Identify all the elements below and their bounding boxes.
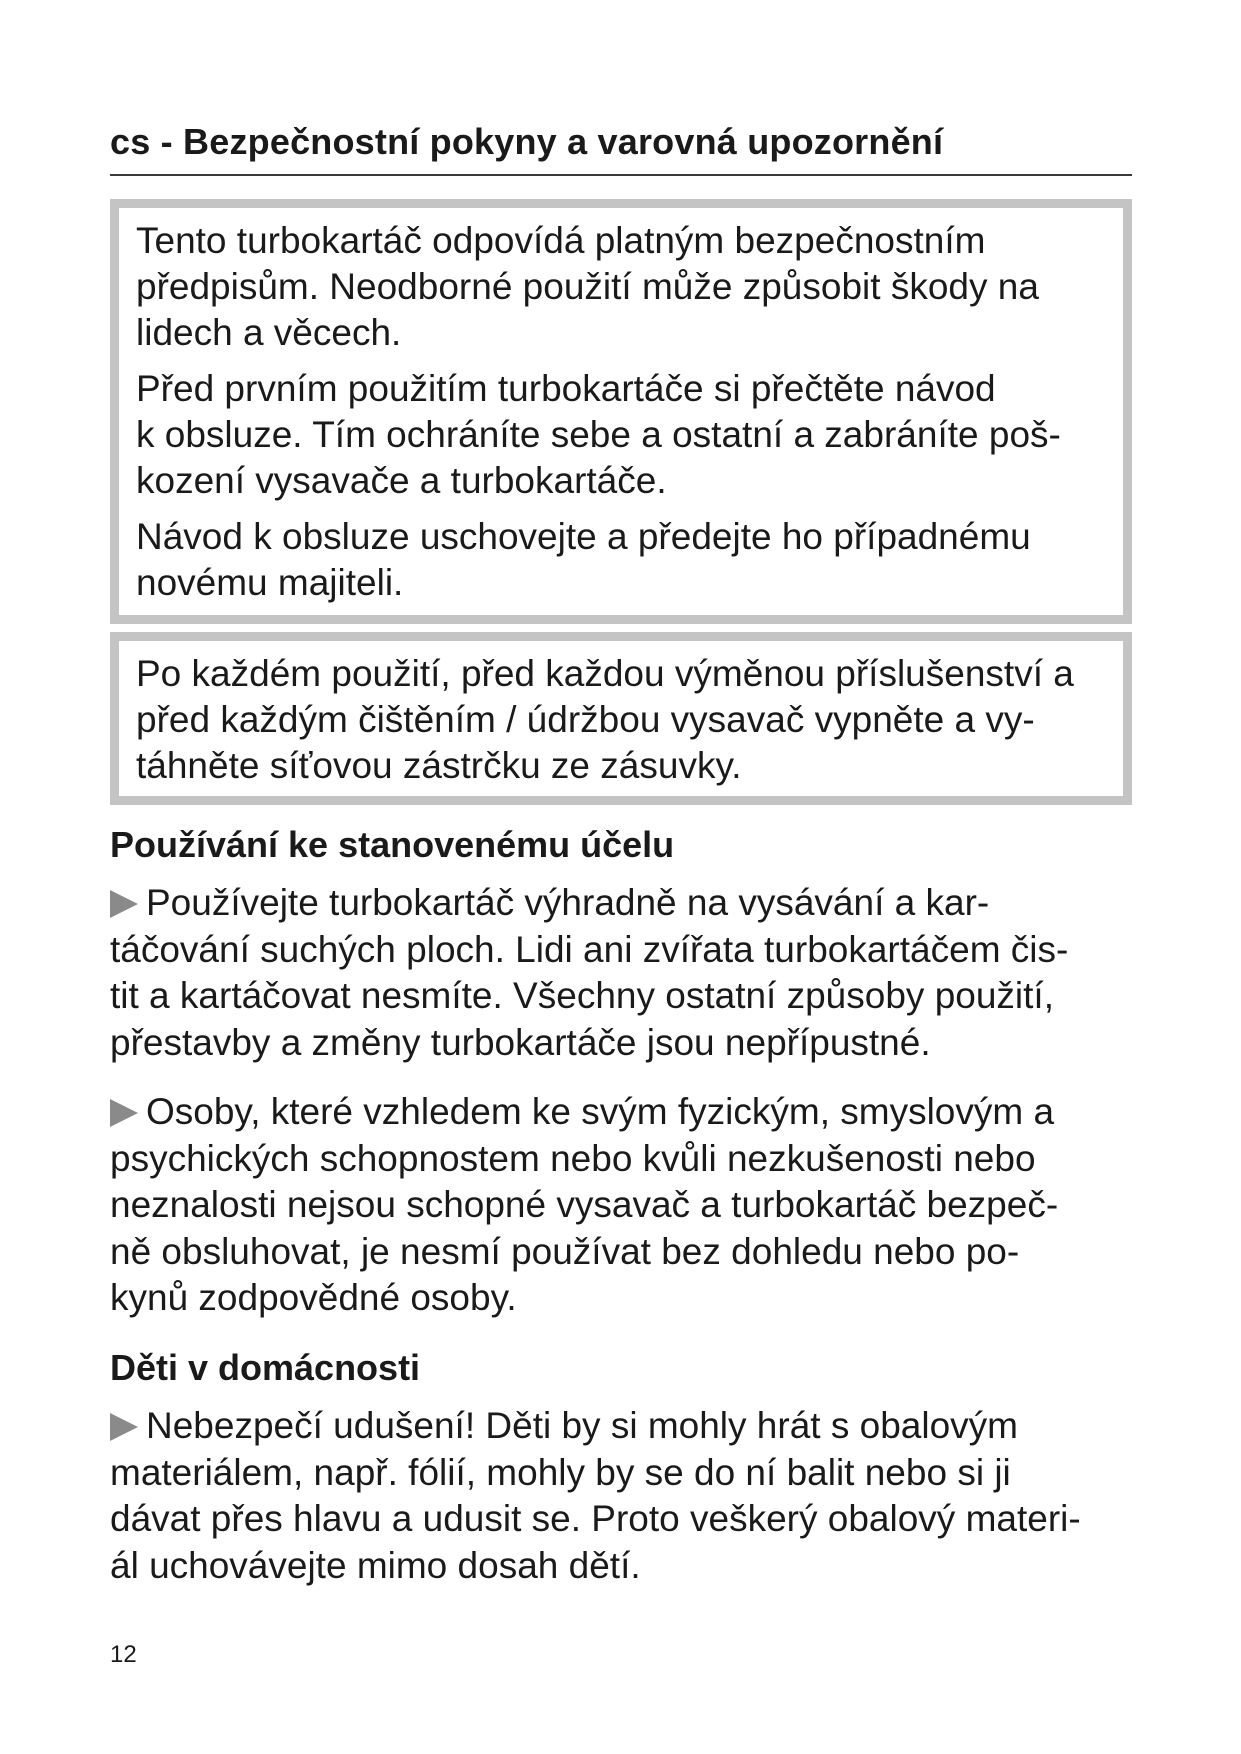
list-item (110, 1089, 1140, 1322)
notice-paragraph: Tento turbokartáč odpovídá platným bezpečnostním předpisům. Neodborné použití může způsobit škody na lidech a věcech. (136, 220, 1039, 353)
notice-paragraph: Návod k obsluze uschovejte a předejte ho případnému novému majiteli. (136, 516, 1031, 603)
notice-paragraph: Před prvním použitím turbokartáče si přečtěte návod k obsluze. Tím ochráníte sebe a ostatní a zabráníte poš- kození vysavače a turbokartáče. (136, 368, 1061, 501)
notice-paragraph: Po každém použití, před každou výměnou příslušenství a před každým čištěním / údržbou vysavač vypněte a vy- táhněte síťovou zástrčku ze zásuvky. (136, 653, 1074, 786)
list-item-text: Nebezpečí udušení! Děti by si mohly hrát s obalovým materiálem, např. fólií, mohly by se do ní balit nebo si ji dávat přes hlavu a udusit se. Proto veškerý obalový materi- ál uchovávejte mimo dosah dětí. (110, 1405, 1081, 1586)
triangle-right-icon (110, 890, 138, 918)
triangle-right-icon (110, 1413, 138, 1441)
safety-notice-box (110, 199, 1132, 624)
triangle-right-icon (110, 1099, 138, 1127)
list-item-text: Používejte turbokartáč výhradně na vysávání a kar- táčování suchých ploch. Lidi ani zvířata turbokartáčem čis- tit a kartáčovat nesmíte. Všechny ostatní způsoby použití, přestavby a změny turbokartáče jsou nepřípustné. (110, 882, 1069, 1063)
list-item (110, 1403, 1140, 1589)
unplug-notice-box (110, 632, 1132, 805)
list-item (110, 880, 1140, 1066)
section-heading-intended-use: Používání ke stanovenému účelu (110, 824, 675, 865)
section-heading-children: Děti v domácnosti (110, 1347, 421, 1388)
page-header (110, 118, 1132, 176)
list-item-text: Osoby, které vzhledem ke svým fyzickým, smyslovým a psychických schopnostem nebo kvůli nezkušenosti nebo neznalosti nejsou schopné vysavač a turbokartáč bezpeč- ně obsluhovat, je nesmí používat bez dohledu nebo po- kynů zodpovědné osoby. (110, 1091, 1059, 1318)
page-number: 12 (110, 1641, 137, 1668)
page-title: cs - Bezpečnostní pokyny a varovná upozornění (110, 121, 944, 162)
